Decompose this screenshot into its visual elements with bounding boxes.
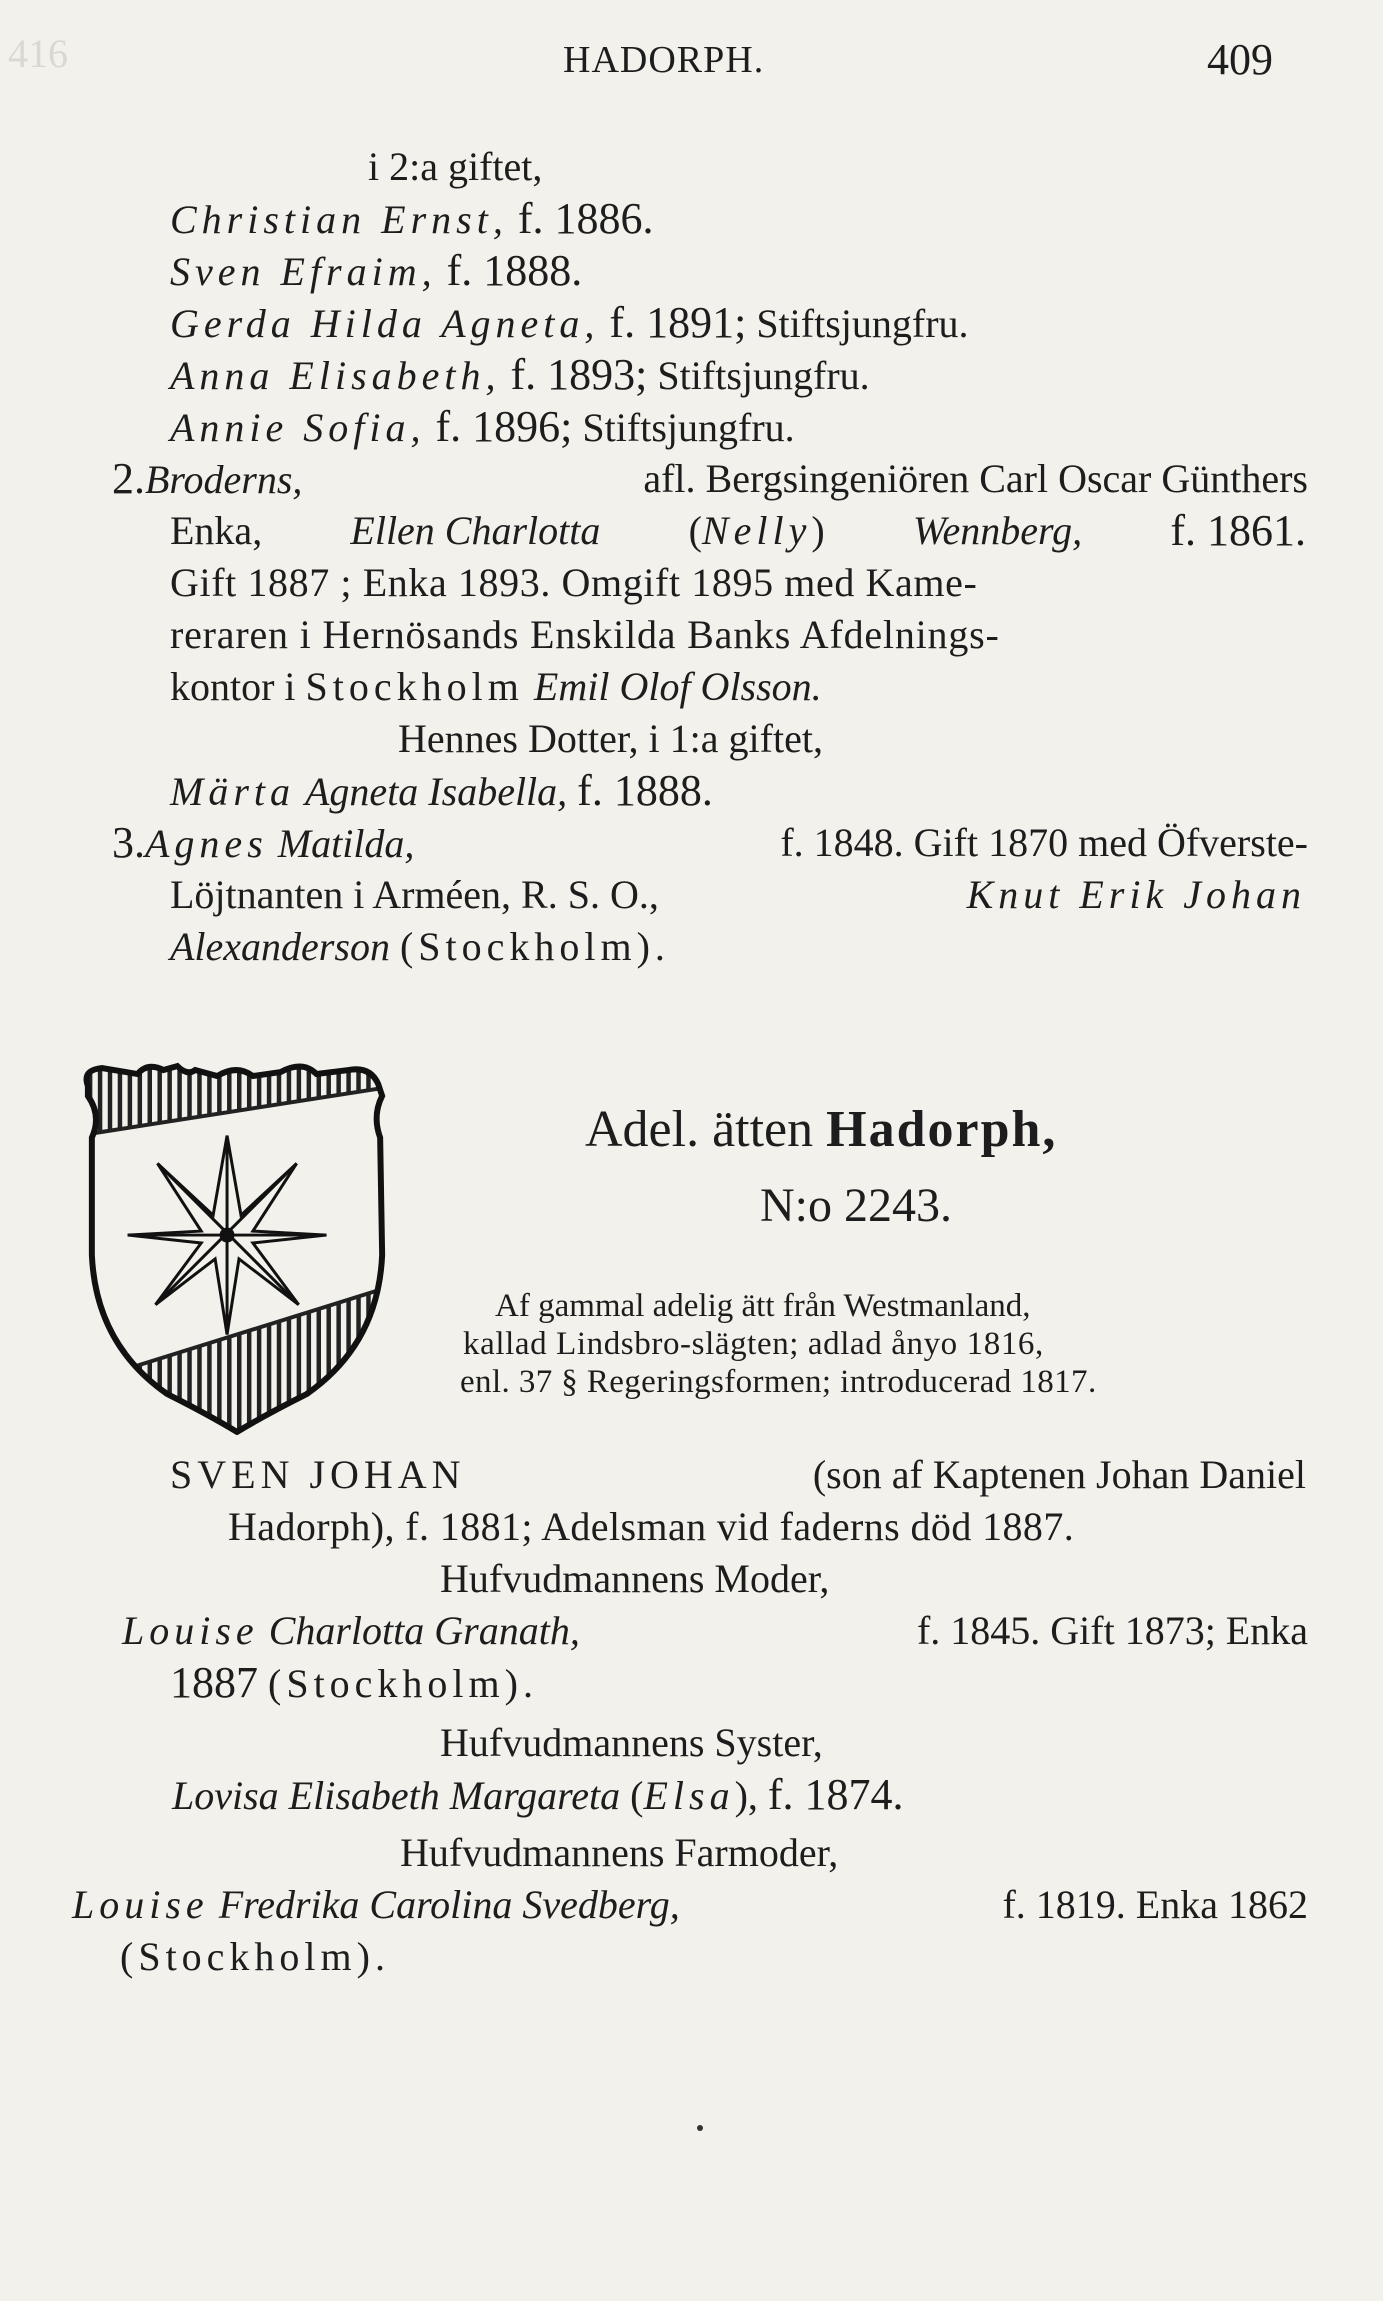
bleed-through-text: 416 xyxy=(8,31,68,76)
mother-entry: Louise Charlotta Granath, f. 1845. Gift 1873; Enka xyxy=(122,1608,1308,1653)
family-heading: Adel. ätten Hadorph, xyxy=(585,1101,1058,1158)
sister-entry: Lovisa Elisabeth Margareta (Elsa), f. 1874. xyxy=(172,1770,904,1819)
item-2-line-5: kontor i Stockholm Emil Olof Olsson. xyxy=(170,664,822,709)
children-intro: i 2:a giftet, xyxy=(368,144,543,189)
item-2-line-1: 2.Broderns, afl. Bergsingeniören Carl Oscar Günthers xyxy=(112,454,1308,503)
mother-heading: Hufvudmannens Moder, xyxy=(440,1556,830,1601)
family-description-3: enl. 37 § Regeringsformen; introducerad 1817. xyxy=(460,1364,1097,1400)
family-description-1: Af gammal adelig ätt från Westmanland, xyxy=(495,1288,1031,1324)
item-3-line-1: 3.Agnes Matilda, f. 1848. Gift 1870 med Öfverste- xyxy=(112,818,1308,867)
item-2-line-2: Enka, Ellen Charlotta (Nelly) Wennberg, f. 1861. xyxy=(170,506,1306,555)
child-entry: Annie Sofia, f. 1896; Stiftsjungfru. xyxy=(170,402,795,451)
printer-mark xyxy=(697,2125,703,2131)
running-head: HADORPH. xyxy=(563,39,765,81)
family-number: N:o 2243. xyxy=(760,1179,952,1232)
coat-of-arms-icon xyxy=(68,1055,406,1435)
daughter-entry: Märta Agneta Isabella, f. 1888. xyxy=(170,766,713,815)
family-head-line-2: Hadorph), f. 1881; Adelsman vid faderns död 1887. xyxy=(228,1504,1075,1549)
item-2-line-4: reraren i Hernösands Enskilda Banks Afdelnings- xyxy=(170,612,1000,657)
child-entry: Sven Efraim, f. 1888. xyxy=(170,246,583,295)
sister-heading: Hufvudmannens Syster, xyxy=(440,1720,823,1765)
family-description-2: kallad Lindsbro-slägten; adlad ånyo 1816, xyxy=(463,1326,1044,1362)
page-number: 409 xyxy=(1207,35,1273,84)
child-entry: Anna Elisabeth, f. 1893; Stiftsjungfru. xyxy=(170,350,870,399)
daughter-heading: Hennes Dotter, i 1:a giftet, xyxy=(398,716,823,761)
family-head-line-1: SVEN JOHAN (son af Kaptenen Johan Daniel xyxy=(170,1452,1306,1497)
child-entry: Christian Ernst, f. 1886. xyxy=(170,194,654,243)
grandmother-heading: Hufvudmannens Farmoder, xyxy=(400,1830,839,1875)
item-2-line-3: Gift 1887 ; Enka 1893. Omgift 1895 med Kame- xyxy=(170,560,978,605)
mother-entry-line-2: 1887 (Stockholm). xyxy=(170,1658,538,1707)
child-entry: Gerda Hilda Agneta, f. 1891; Stiftsjungfru. xyxy=(170,298,969,347)
item-3-line-3: Alexanderson (Stockholm). xyxy=(170,924,670,969)
grandmother-entry-line-2: (Stockholm). xyxy=(120,1934,390,1979)
item-3-line-2: Löjtnanten i Arméen, R. S. O., Knut Erik Johan xyxy=(170,872,1306,917)
grandmother-entry: Louise Fredrika Carolina Svedberg, f. 1819. Enka 1862 xyxy=(72,1882,1308,1927)
